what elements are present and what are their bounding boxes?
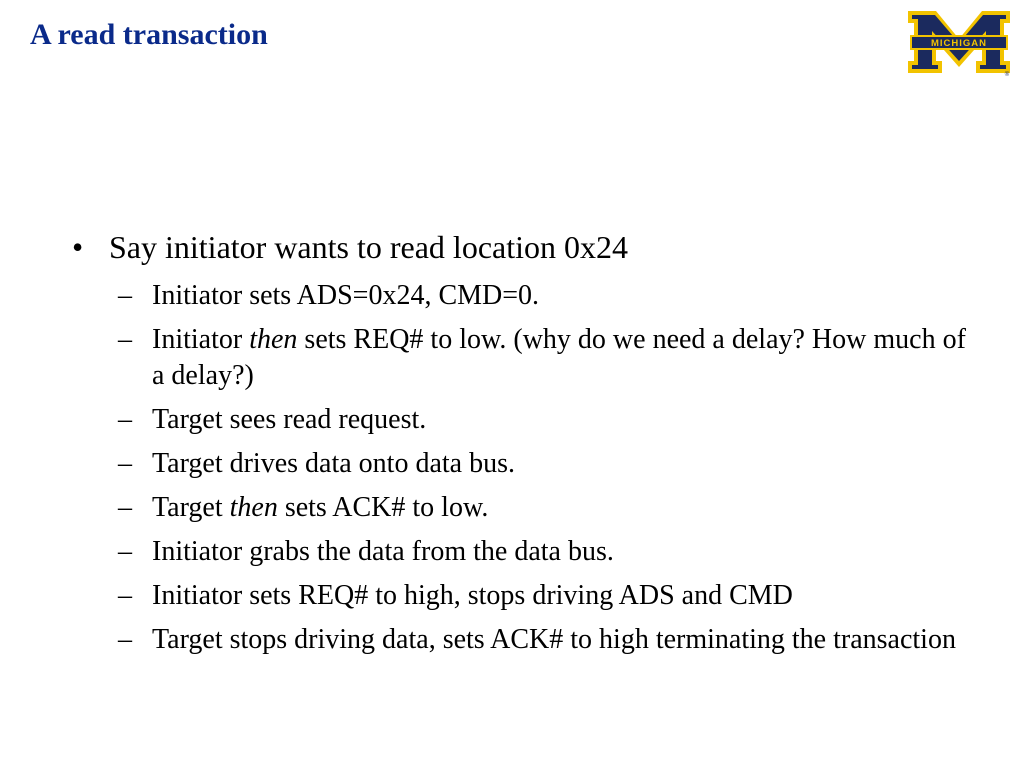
dash-marker: – [118, 324, 132, 355]
sub-bullet-text: Initiator sets REQ# to high, stops driving ADS and CMD [152, 580, 793, 611]
bullet-marker: • [72, 229, 84, 265]
dash-marker: – [118, 580, 132, 611]
sub-bullet-item [118, 322, 972, 394]
dash-marker: – [118, 280, 132, 311]
michigan-logo [906, 9, 1012, 77]
dash-marker: – [118, 404, 132, 435]
sub-bullet-item [118, 534, 972, 570]
sub-bullet-text: Target [152, 492, 230, 523]
sub-bullet-emphasis: then [229, 492, 278, 523]
sub-bullet-item [118, 578, 972, 614]
sub-bullet-text: Initiator [152, 324, 250, 355]
sub-bullet-item [118, 490, 972, 526]
sub-bullet-text-continued: sets ACK# to low. [277, 492, 489, 523]
logo-registered-mark: ® [1004, 72, 1010, 77]
sub-bullet-emphasis: then [249, 324, 298, 355]
dash-marker: – [118, 624, 132, 655]
sub-bullet-item [118, 278, 972, 314]
sub-bullet-text: Initiator grabs the data from the data bus. [152, 536, 614, 567]
sub-bullet-text: Initiator sets ADS=0x24, CMD=0. [152, 280, 540, 311]
sub-bullet-text: Target drives data onto data bus. [152, 448, 515, 479]
sub-bullet-text: Target sees read request. [152, 404, 427, 435]
slide-title: A read transaction [30, 18, 268, 51]
sub-bullet-item [118, 446, 972, 482]
sub-bullet-item [118, 622, 972, 658]
dash-marker: – [118, 448, 132, 479]
dash-marker: – [118, 536, 132, 567]
bullet-item [72, 226, 972, 268]
sub-bullet-text: Target stops driving data, sets ACK# to high terminating the transaction [152, 624, 956, 655]
bullet-text: Say initiator wants to read location 0x24 [109, 229, 628, 265]
dash-marker: – [118, 492, 132, 523]
logo-wordmark: MICHIGAN [930, 38, 988, 49]
sub-bullet-item [118, 402, 972, 438]
sub-bullet-text-continued: sets REQ# to low. (why do we need a delay? How much of a delay?) [152, 324, 966, 391]
slide-content [72, 226, 972, 666]
sub-bullet-list [118, 278, 972, 658]
